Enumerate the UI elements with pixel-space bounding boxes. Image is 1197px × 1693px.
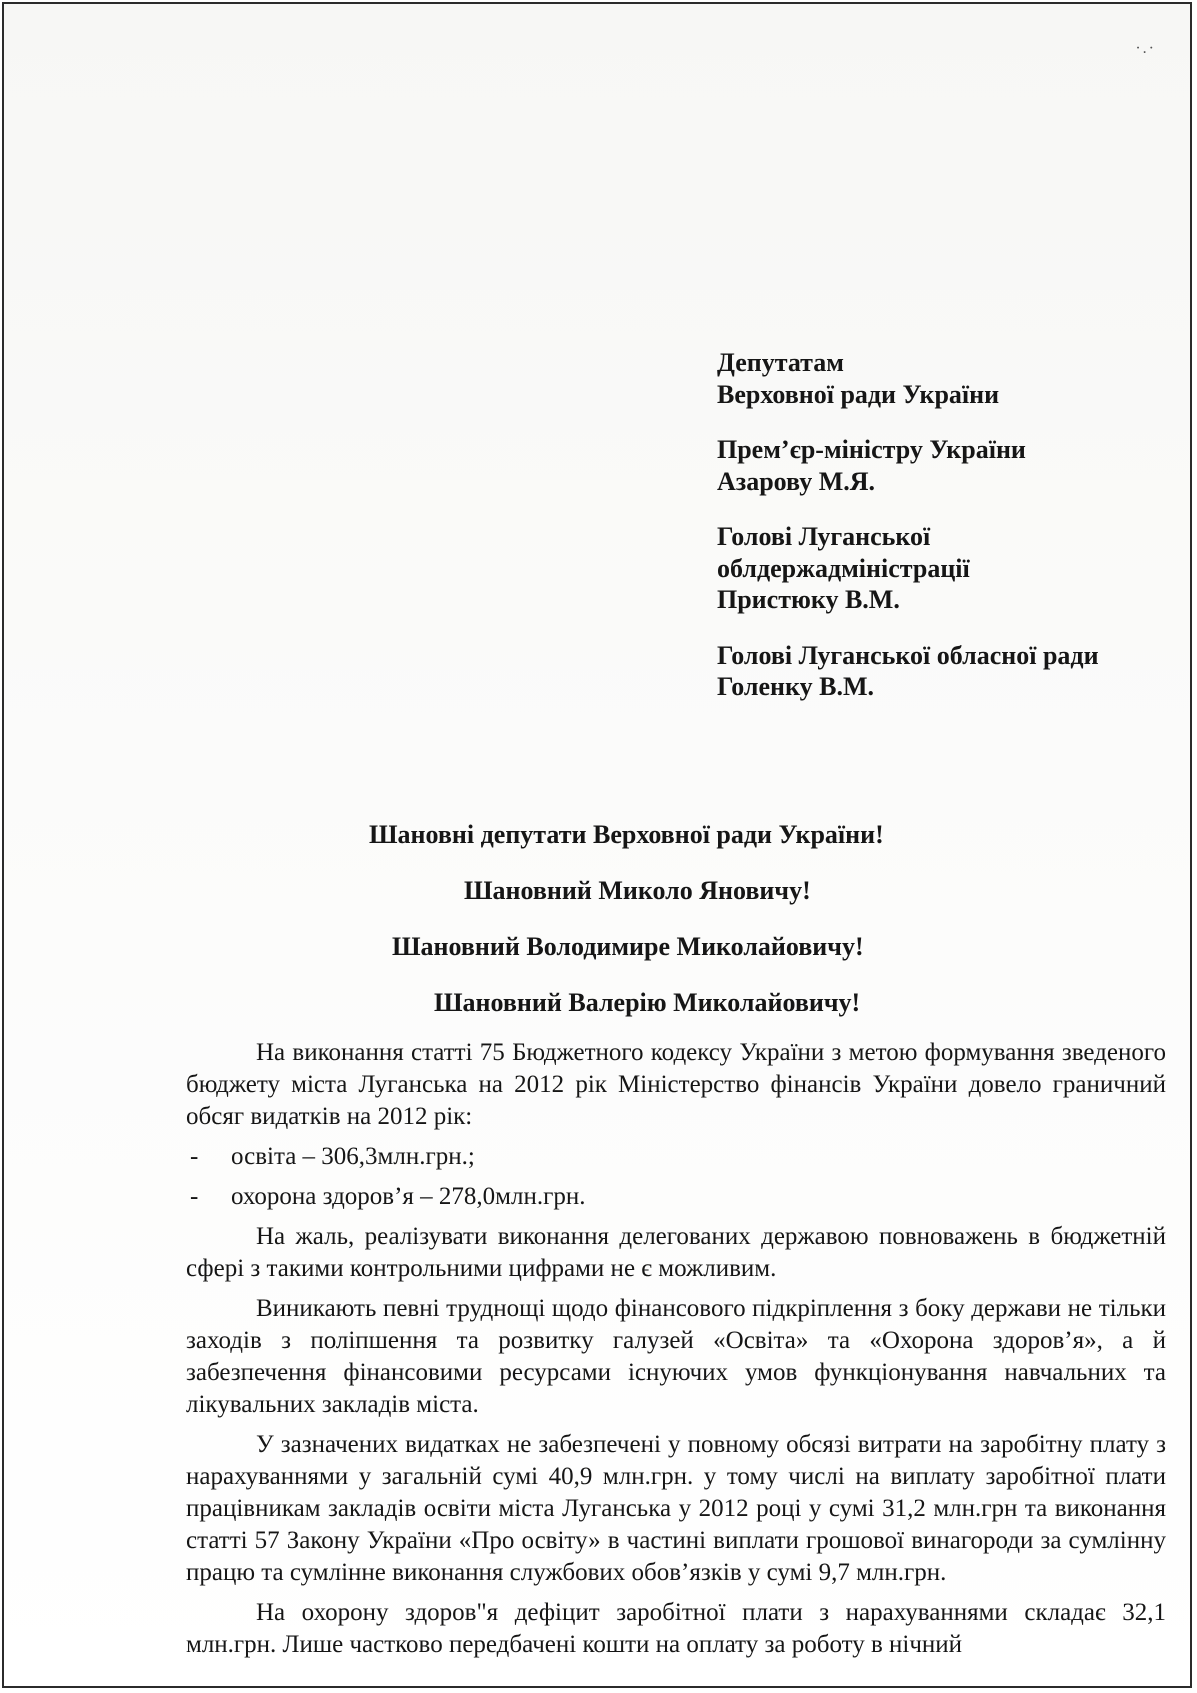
addressee-deputies xyxy=(717,347,1099,410)
corner-mark: ·.· xyxy=(1135,40,1156,57)
addressee-line: Азарову М.Я. xyxy=(717,466,876,496)
budget-item-text: охорона здоров’я – 278,0млн.грн. xyxy=(231,1183,586,1210)
budget-item-text: освіта – 306,3млн.грн.; xyxy=(231,1143,475,1170)
addressee-line: Голові Луганської обласної ради xyxy=(717,640,1099,670)
document-page xyxy=(2,2,1192,1688)
paragraph-salary-deficit: У зазначених видатках не забезпечені у повному обсязі витрати на заробітну плату з нарахуваннями у загальній сумі 40,9 млн.грн. у тому числі на виплату заробітної плати працівникам закладів освіти міста Луганська у 2012 році у сумі 31,2 млн.грн та виконання статті 57 Закону України «Про освіту» в частині виплати грошової винагороди за сумлінну працю та сумлінне виконання службових обов’язків у сумі 9,7 млн.грн. xyxy=(186,1431,1166,1586)
salutation-deputies: Шановні депутати Верховної ради України! xyxy=(369,820,884,849)
addressee-line: Пристюку В.М. xyxy=(717,585,900,614)
addressee-line: Верховної ради України xyxy=(717,379,1000,409)
addressee-line: Прем’єр-міністру України xyxy=(717,435,1026,464)
paragraph-healthcare-deficit: На охорону здоров"я дефіцит заробітної плати з нарахуваннями складає 32,1 млн.грн. Лише частково передбачені кошти на оплату за роботу в нічний xyxy=(186,1599,1166,1658)
paragraph-difficulties: Виникають певні труднощі щодо фінансового підкріплення з боку держави не тільки заходів з поліпшення та розвитку галузей «Освіта» та «Охорона здоров’я», а й забезпечення фінансовими ресурсами існуючих умов функціонування навчальних та лікувальних закладів міста. xyxy=(186,1295,1166,1418)
salutation-volodymyr: Шановний Володимире Миколайовичу! xyxy=(392,932,864,961)
addressee-line: Голенку В.М. xyxy=(717,672,875,701)
addressee-line: Депутатам xyxy=(717,348,844,377)
addressee-oblast-administration xyxy=(717,521,1099,616)
salutation-block xyxy=(4,807,1192,1031)
salutation-valeriy: Шановний Валерію Миколайовичу! xyxy=(434,988,861,1017)
letter-body xyxy=(186,1037,1166,1669)
salutation-mykola: Шановний Миколо Яновичу! xyxy=(464,876,811,905)
budget-item-education: - освіта – 306,3млн.грн.; xyxy=(190,1143,475,1170)
paragraph-impossible: На жаль, реалізувати виконання делегованих державою повноважень в бюджетній сфері з такими контрольними цифрами не є можливим. xyxy=(186,1223,1166,1282)
addressee-prime-minister xyxy=(717,434,1099,497)
addressee-oblast-council xyxy=(717,640,1099,703)
addressee-line: Голові Луганської xyxy=(717,522,931,551)
budget-list xyxy=(186,1141,1166,1213)
intro-paragraph: На виконання статті 75 Бюджетного кодексу України з метою формування зведеного бюджету міста Луганська на 2012 рік Міністерство фінансів України довело граничний обсяг видатків на 2012 рік: xyxy=(186,1039,1166,1130)
addressee-line: облдержадміністрації xyxy=(717,553,970,583)
budget-item-health: - охорона здоров’я – 278,0млн.грн. xyxy=(190,1183,586,1210)
addressee-block xyxy=(717,347,1099,703)
